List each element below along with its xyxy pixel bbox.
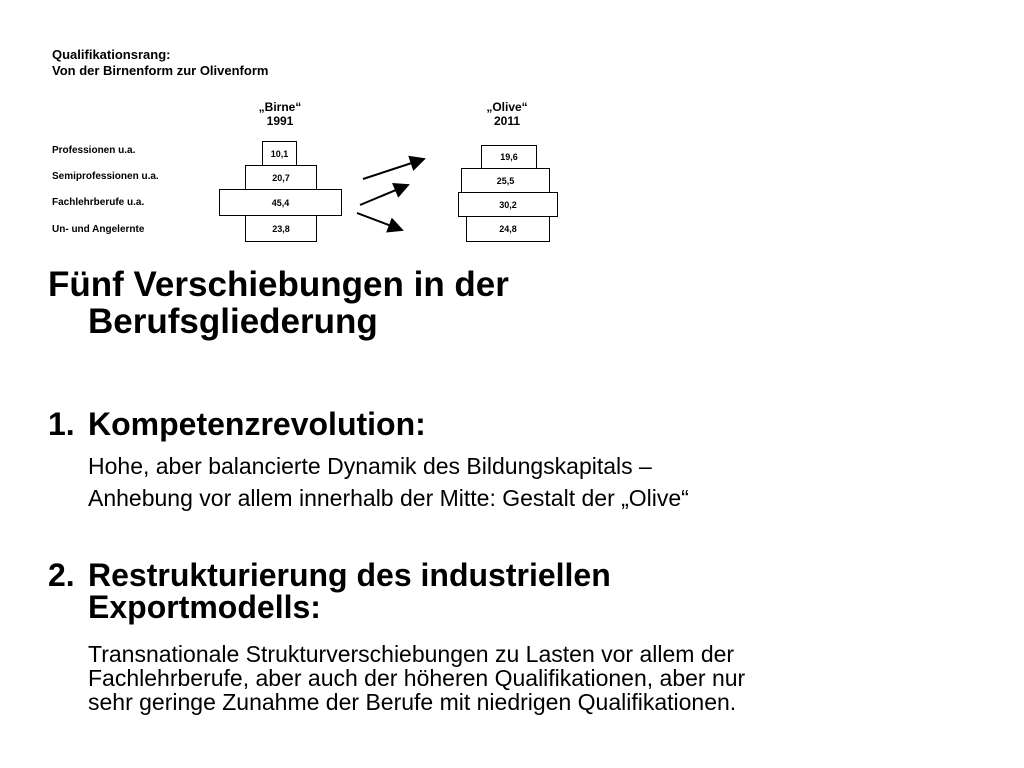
list-number: 1. (48, 406, 75, 442)
list-item-body: Hohe, aber balancierte Dynamik des Bildungskapitals – Anhebung vor allem innerhalb der Mitte: Gestalt der „Olive“ (88, 453, 689, 511)
olive-box-fachlehrberufe: 30,2 (458, 192, 558, 217)
olive-column-header: „Olive“ 2011 (486, 100, 528, 128)
birne-box-fachlehrberufe: 45,4 (219, 189, 342, 216)
row-label-semiprofessionen: Semiprofessionen u.a. (52, 171, 159, 182)
birne-box-professionen: 10,1 (262, 141, 297, 166)
olive-box-professionen: 19,6 (481, 145, 537, 169)
figure-title: Qualifikationsrang: Von der Birnenform zur Olivenform (52, 47, 269, 78)
list-item-body: Transnationale Strukturverschiebungen zu Lasten vor allem der Fachlehrberufe, aber auch der höheren Qualifikationen, aber nur sehr geringe Zunahme der Berufe mit niedrigen Qualifikationen. (88, 641, 746, 715)
birne-box-angelernte: 23,8 (245, 215, 317, 242)
shift-arrows (350, 150, 440, 240)
arrow-down-icon (357, 213, 402, 230)
list-number: 2. (48, 557, 75, 593)
list-item-title: Restrukturierung des industriellen Exportmodells: (88, 557, 611, 625)
birne-column-header: „Birne“ 1991 (258, 100, 302, 128)
row-label-fachlehrberufe: Fachlehrberufe u.a. (52, 197, 145, 208)
birne-box-semiprofessionen: 20,7 (245, 165, 317, 190)
row-label-professionen: Professionen u.a. (52, 145, 136, 156)
list-item-title: Kompetenzrevolution: (88, 406, 426, 442)
arrow-up-icon (363, 159, 424, 179)
page-heading: Fünf Verschiebungen in der Berufsgliederung (48, 265, 509, 341)
arrow-up-icon (360, 185, 408, 205)
olive-box-angelernte: 24,8 (466, 216, 550, 242)
row-label-angelernte: Un- und Angelernte (52, 224, 145, 235)
olive-box-semiprofessionen: 25,5 (461, 168, 550, 193)
